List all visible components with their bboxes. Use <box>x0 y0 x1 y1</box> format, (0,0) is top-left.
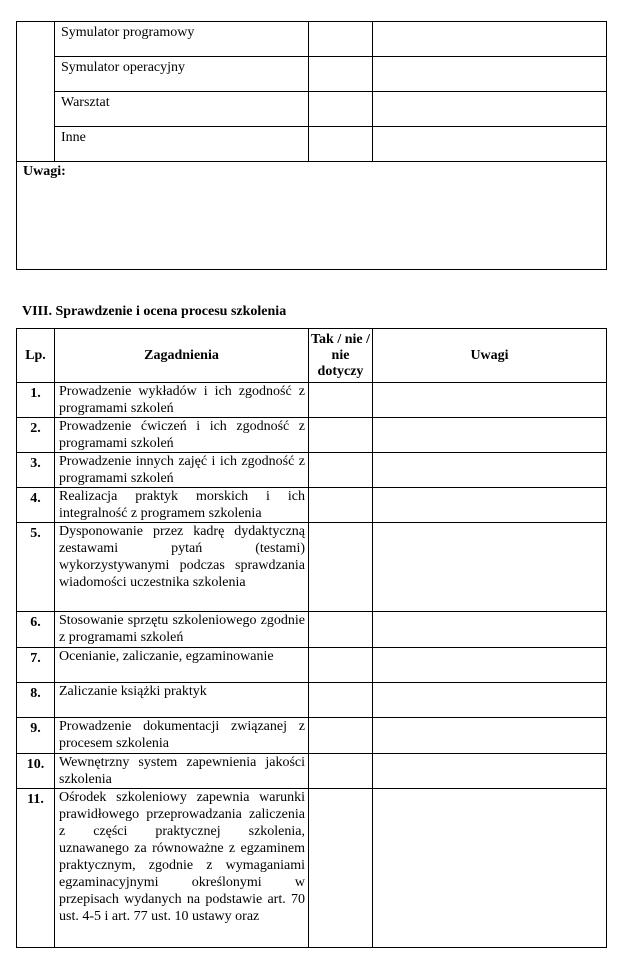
uwagi-row <box>17 162 607 270</box>
table-row <box>17 718 607 754</box>
assessment-table <box>16 328 607 948</box>
row-number: 10. <box>17 754 55 789</box>
equipment-label: Symulator programowy <box>55 22 309 57</box>
uwagi-cell[interactable] <box>373 683 607 718</box>
value-cell[interactable] <box>309 22 373 57</box>
tak-cell[interactable] <box>309 648 373 683</box>
equipment-row <box>17 127 607 162</box>
row-number: 4. <box>17 488 55 523</box>
header-row <box>17 329 607 383</box>
row-number: 6. <box>17 612 55 648</box>
value-cell[interactable] <box>309 92 373 127</box>
row-text: Prowadzenie ćwiczeń i ich zgodność z programami szkoleń <box>55 418 309 453</box>
row-text: Prowadzenie wykładów i ich zgodność z programami szkoleń <box>55 383 309 418</box>
row-number: 8. <box>17 683 55 718</box>
tak-cell[interactable] <box>309 754 373 789</box>
tak-cell[interactable] <box>309 718 373 754</box>
table-row <box>17 523 607 612</box>
row-text: Wewnętrzny system zapewnienia jakości szkolenia <box>55 754 309 789</box>
tak-cell[interactable] <box>309 418 373 453</box>
tak-cell[interactable] <box>309 612 373 648</box>
table-row <box>17 488 607 523</box>
row-number: 2. <box>17 418 55 453</box>
row-number: 3. <box>17 453 55 488</box>
value-cell[interactable] <box>373 57 607 92</box>
uwagi-cell[interactable] <box>373 718 607 754</box>
tak-cell[interactable] <box>309 383 373 418</box>
header-tak: Tak / nie / nie dotyczy <box>309 329 373 383</box>
uwagi-cell[interactable] <box>373 754 607 789</box>
uwagi-cell[interactable] <box>373 612 607 648</box>
blank-cell <box>17 22 55 162</box>
uwagi-cell[interactable] <box>373 648 607 683</box>
value-cell[interactable] <box>373 92 607 127</box>
uwagi-label: Uwagi: <box>23 164 66 179</box>
header-uwagi: Uwagi <box>373 329 607 383</box>
section-title: VIII. Sprawdzenie i ocena procesu szkolenia <box>22 304 287 319</box>
row-text: Prowadzenie innych zajęć i ich zgodność z programami szkoleń <box>55 453 309 488</box>
equipment-row <box>17 57 607 92</box>
table-row <box>17 453 607 488</box>
row-number: 7. <box>17 648 55 683</box>
value-cell[interactable] <box>373 22 607 57</box>
uwagi-cell[interactable] <box>373 789 607 948</box>
uwagi-cell[interactable] <box>373 523 607 612</box>
row-number: 5. <box>17 523 55 612</box>
tak-cell[interactable] <box>309 789 373 948</box>
equipment-row <box>17 22 607 57</box>
header-zagadnienia: Zagadnienia <box>55 329 309 383</box>
row-number: 9. <box>17 718 55 754</box>
row-text: Realizacja praktyk morskich i ich integralność z programem szkolenia <box>55 488 309 523</box>
table-row <box>17 754 607 789</box>
tak-cell[interactable] <box>309 453 373 488</box>
uwagi-cell[interactable] <box>373 488 607 523</box>
equipment-label: Warsztat <box>55 92 309 127</box>
uwagi-cell[interactable] <box>373 383 607 418</box>
row-number: 1. <box>17 383 55 418</box>
table-row <box>17 683 607 718</box>
row-text: Ośrodek szkoleniowy zapewnia warunki prawidłowego przeprowadzania zaliczenia z części praktycznej szkolenia, uznawanego za równoważne z egzaminem praktycznym, zgodnie z wymaganiami egzaminacyjnymi określonymi w przepisach wydanych na podstawie art. 70 ust. 4-5 i art. 77 ust. 10 ustawy oraz <box>55 789 309 948</box>
table-row <box>17 383 607 418</box>
value-cell[interactable] <box>309 57 373 92</box>
row-text: Dysponowanie przez kadrę dydaktyczną zestawami pytań (testami) wykorzystywanymi podczas sprawdzania wiadomości uczestnika szkolenia <box>55 523 309 612</box>
equipment-label: Symulator operacyjny <box>55 57 309 92</box>
value-cell[interactable] <box>373 127 607 162</box>
row-number: 11. <box>17 789 55 948</box>
table-row <box>17 789 607 948</box>
tak-cell[interactable] <box>309 488 373 523</box>
row-text: Stosowanie sprzętu szkoleniowego zgodnie z programami szkoleń <box>55 612 309 648</box>
value-cell[interactable] <box>309 127 373 162</box>
table-row <box>17 648 607 683</box>
uwagi-cell[interactable] <box>373 418 607 453</box>
row-text: Prowadzenie dokumentacji związanej z procesem szkolenia <box>55 718 309 754</box>
row-text: Ocenianie, zaliczanie, egzaminowanie <box>55 648 309 683</box>
equipment-label: Inne <box>55 127 309 162</box>
equipment-row <box>17 92 607 127</box>
header-lp: Lp. <box>17 329 55 383</box>
table-row <box>17 612 607 648</box>
tak-cell[interactable] <box>309 683 373 718</box>
table-row <box>17 418 607 453</box>
equipment-table <box>16 21 607 270</box>
uwagi-cell[interactable] <box>17 162 607 270</box>
uwagi-cell[interactable] <box>373 453 607 488</box>
tak-cell[interactable] <box>309 523 373 612</box>
row-text: Zaliczanie książki praktyk <box>55 683 309 718</box>
